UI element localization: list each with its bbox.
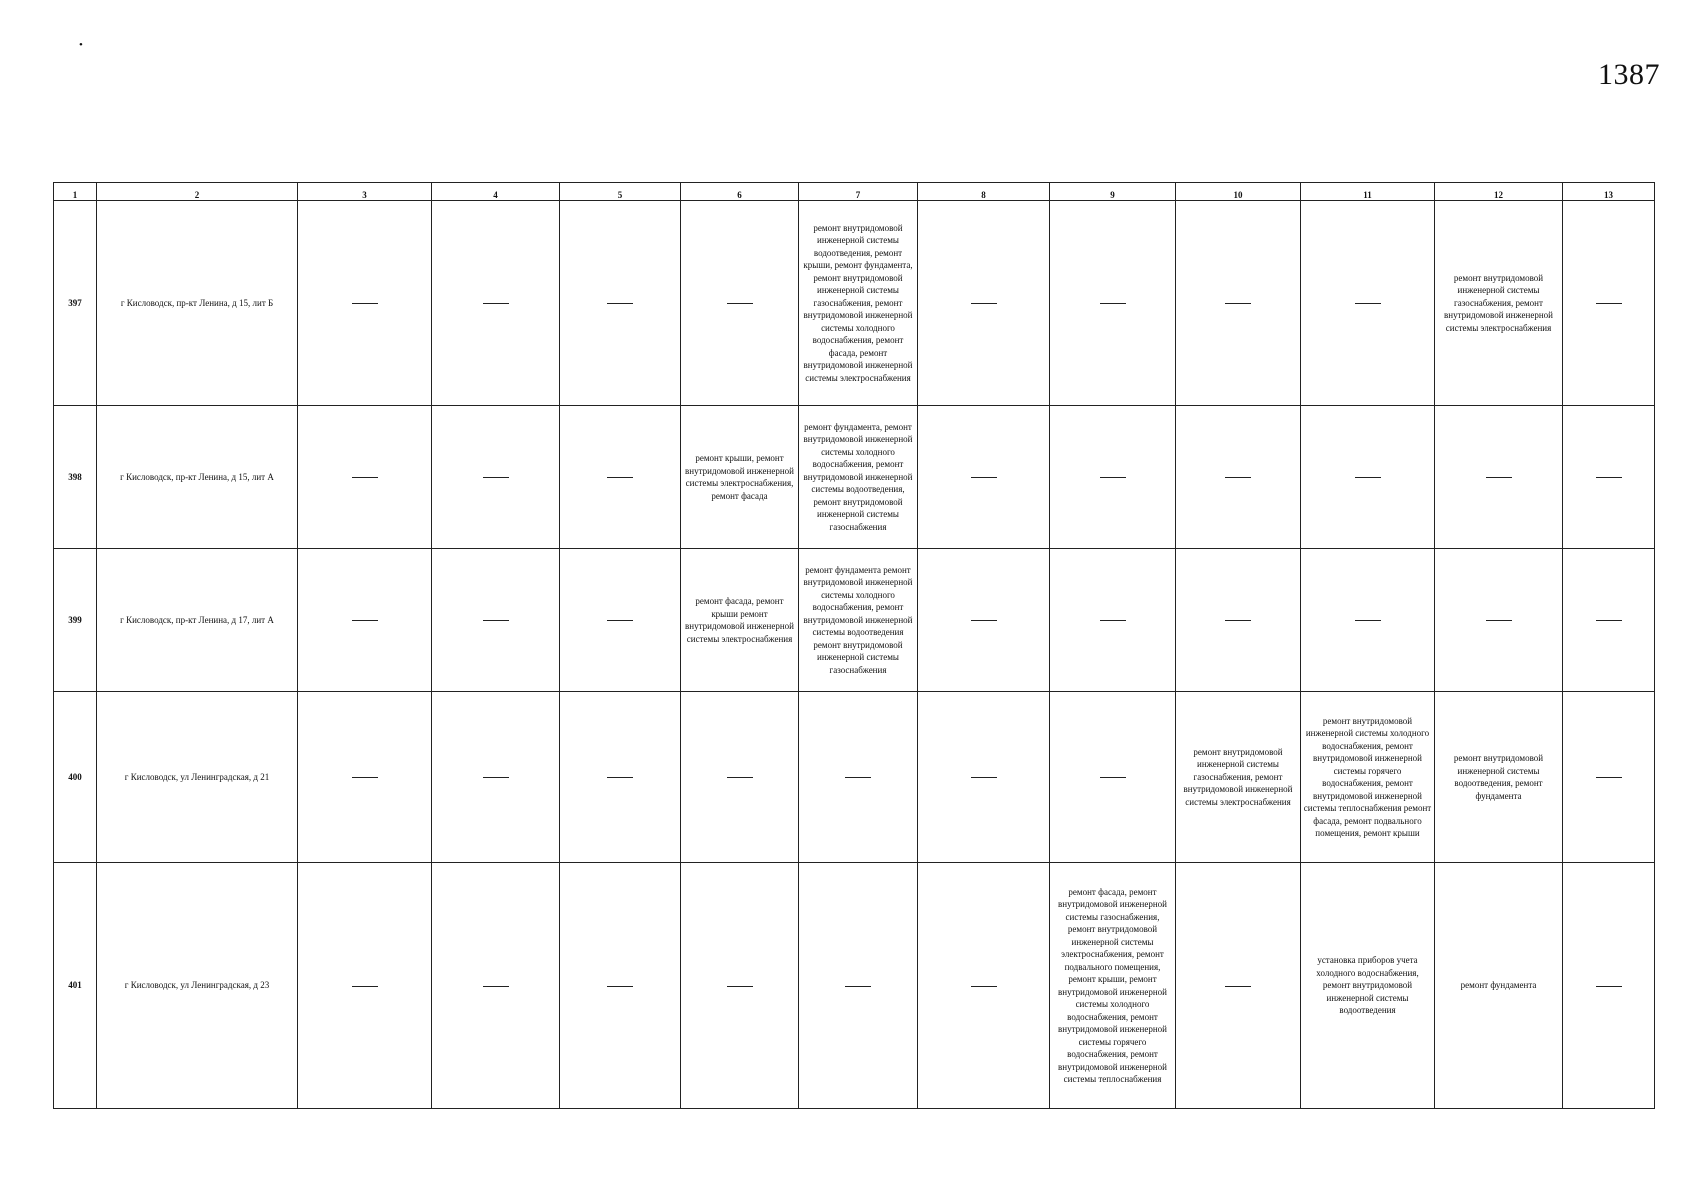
work-description: ремонт фундамента ремонт внутридомовой инженерной системы холодного водоснабжения, ремонт внутридомовой инженерной системы водоотведения ремонт внутридомовой инженерной системы газоснабжения	[803, 564, 913, 675]
work-description: ремонт фундамента, ремонт внутридомовой инженерной системы холодного водоснабжения, ремонт внутридомовой инженерной системы водоотведения, ремонт внутридомовой инженерной системы газоснабжения	[803, 421, 913, 532]
work-cell-col-7	[799, 549, 918, 692]
column-header-13: 13	[1563, 183, 1655, 201]
empty-cell-col-10	[1176, 406, 1301, 549]
table-body	[54, 201, 1655, 1109]
empty-cell-col-8	[918, 863, 1050, 1109]
dash-mark	[1596, 303, 1622, 304]
empty-cell-col-6	[681, 692, 799, 863]
empty-cell-col-5	[560, 692, 681, 863]
empty-cell-col-6	[681, 863, 799, 1109]
empty-cell-col-10	[1176, 201, 1301, 406]
repair-schedule-table	[53, 182, 1655, 1109]
column-header-7: 7	[799, 183, 918, 201]
work-cell-col-12	[1435, 692, 1563, 863]
address-cell: г Кисловодск, пр-кт Ленина, д 17, лит А	[97, 549, 298, 692]
dash-mark	[727, 777, 753, 778]
column-header-12: 12	[1435, 183, 1563, 201]
column-header-2: 2	[97, 183, 298, 201]
dash-mark	[1596, 620, 1622, 621]
dash-mark	[1355, 620, 1381, 621]
empty-cell-col-4	[432, 549, 560, 692]
table-row	[54, 863, 1655, 1109]
empty-cell-col-11	[1301, 201, 1435, 406]
row-number: 398	[54, 406, 97, 549]
work-description: установка приборов учета холодного водоснабжения, ремонт внутридомовой инженерной системы водоотведения	[1316, 955, 1419, 1016]
work-description: ремонт внутридомовой инженерной системы газоснабжения, ремонт внутридомовой инженерной системы электроснабжения	[1444, 272, 1553, 333]
dash-mark	[483, 303, 509, 304]
dash-mark	[1225, 477, 1251, 478]
empty-cell-col-4	[432, 201, 560, 406]
empty-cell-col-3	[298, 863, 432, 1109]
dash-mark	[483, 477, 509, 478]
dash-mark	[1225, 303, 1251, 304]
address-cell: г Кисловодск, пр-кт Ленина, д 15, лит Б	[97, 201, 298, 406]
empty-cell-col-10	[1176, 549, 1301, 692]
empty-cell-col-13	[1563, 549, 1655, 692]
empty-cell-col-11	[1301, 406, 1435, 549]
dash-mark	[352, 986, 378, 987]
dash-mark	[607, 777, 633, 778]
dash-mark	[607, 303, 633, 304]
work-cell-col-12	[1435, 863, 1563, 1109]
dash-mark	[971, 303, 997, 304]
dash-mark	[845, 777, 871, 778]
empty-cell-col-5	[560, 549, 681, 692]
column-header-5: 5	[560, 183, 681, 201]
empty-cell-col-7	[799, 692, 918, 863]
column-header-10: 10	[1176, 183, 1301, 201]
dash-mark	[1225, 620, 1251, 621]
empty-cell-col-3	[298, 549, 432, 692]
address-cell: г Кисловодск, ул Ленинградская, д 23	[97, 863, 298, 1109]
dash-mark	[1486, 477, 1512, 478]
dash-mark	[971, 986, 997, 987]
dash-mark	[483, 986, 509, 987]
work-description: ремонт внутридомовой инженерной системы водоотведения, ремонт фундамента	[1453, 753, 1544, 801]
empty-cell-col-9	[1050, 201, 1176, 406]
dash-mark	[352, 303, 378, 304]
row-number: 400	[54, 692, 97, 863]
empty-cell-col-12	[1435, 549, 1563, 692]
dash-mark	[1596, 777, 1622, 778]
empty-cell-col-3	[298, 201, 432, 406]
empty-cell-col-13	[1563, 406, 1655, 549]
dash-mark	[1486, 620, 1512, 621]
work-description: ремонт внутридомовой инженерной системы холодного водоснабжения, ремонт внутридомовой инженерной системы горячего водоснабжения, ремонт внутридомовой инженерной системы теплоснабжения ремонт фасада, ремонт подвального помещения, ремонт крыши	[1303, 715, 1432, 838]
dash-mark	[607, 986, 633, 987]
column-header-3: 3	[298, 183, 432, 201]
dash-mark	[1100, 477, 1126, 478]
dash-mark	[971, 620, 997, 621]
dash-mark	[1596, 477, 1622, 478]
dash-mark	[1355, 303, 1381, 304]
table-row	[54, 692, 1655, 863]
dash-mark	[971, 777, 997, 778]
work-cell-col-7	[799, 406, 918, 549]
work-cell-col-6	[681, 406, 799, 549]
empty-cell-col-13	[1563, 201, 1655, 406]
column-header-4: 4	[432, 183, 560, 201]
column-header-1: 1	[54, 183, 97, 201]
work-description: ремонт фасада, ремонт крыши ремонт внутридомовой инженерной системы электроснабжения	[685, 596, 794, 644]
dash-mark	[1355, 477, 1381, 478]
address-cell: г Кисловодск, пр-кт Ленина, д 15, лит А	[97, 406, 298, 549]
dash-mark	[483, 620, 509, 621]
table-row	[54, 549, 1655, 692]
dash-mark	[1100, 303, 1126, 304]
work-description: ремонт фундамента	[1460, 980, 1537, 991]
empty-cell-col-9	[1050, 692, 1176, 863]
dash-mark	[727, 303, 753, 304]
table-row	[54, 406, 1655, 549]
empty-cell-col-6	[681, 201, 799, 406]
empty-cell-col-4	[432, 406, 560, 549]
work-cell-col-10	[1176, 692, 1301, 863]
dash-mark	[1100, 620, 1126, 621]
work-description: ремонт внутридомовой инженерной системы водоотведения, ремонт крыши, ремонт фундамента, ремонт внутридомовой инженерной системы газоснабжения, ремонт внутридомовой инженерной системы холодного водоснабжения, ремонт фасада, ремонт внутридомовой инженерной системы электроснабжения	[803, 222, 913, 383]
empty-cell-col-4	[432, 692, 560, 863]
table-row	[54, 201, 1655, 406]
work-description: ремонт внутридомовой инженерной системы газоснабжения, ремонт внутридомовой инженерной системы электроснабжения	[1183, 746, 1293, 807]
column-header-8: 8	[918, 183, 1050, 201]
dash-mark	[727, 986, 753, 987]
dash-mark	[352, 620, 378, 621]
column-header-11: 11	[1301, 183, 1435, 201]
work-description: ремонт фасада, ремонт внутридомовой инженерной системы газоснабжения, ремонт внутридомовой инженерной системы электроснабжения, ремонт подвального помещения, ремонт крыши, ремонт внутридомовой инженерной системы холодного водоснабжения, ремонт внутридомовой инженерной системы горячего водоснабжения, ремонт внутридомовой инженерной системы теплоснабжения	[1058, 886, 1167, 1084]
work-cell-col-6	[681, 549, 799, 692]
empty-cell-col-13	[1563, 863, 1655, 1109]
empty-cell-col-3	[298, 406, 432, 549]
dash-mark	[607, 477, 633, 478]
empty-cell-col-9	[1050, 406, 1176, 549]
empty-cell-col-12	[1435, 406, 1563, 549]
dash-mark	[483, 777, 509, 778]
dash-mark	[845, 986, 871, 987]
column-header-9: 9	[1050, 183, 1176, 201]
empty-cell-col-8	[918, 549, 1050, 692]
empty-cell-col-8	[918, 692, 1050, 863]
dash-mark	[1100, 777, 1126, 778]
work-description: ремонт крыши, ремонт внутридомовой инженерной системы электроснабжения, ремонт фасада	[685, 453, 794, 501]
empty-cell-col-8	[918, 406, 1050, 549]
empty-cell-col-5	[560, 201, 681, 406]
column-number-row	[54, 183, 1655, 201]
dash-mark	[607, 620, 633, 621]
scan-speck: •	[79, 39, 83, 51]
work-cell-col-7	[799, 201, 918, 406]
row-number: 401	[54, 863, 97, 1109]
dash-mark	[352, 777, 378, 778]
dash-mark	[1225, 986, 1251, 987]
empty-cell-col-8	[918, 201, 1050, 406]
empty-cell-col-5	[560, 863, 681, 1109]
work-cell-col-11	[1301, 692, 1435, 863]
dash-mark	[352, 477, 378, 478]
empty-cell-col-3	[298, 692, 432, 863]
row-number: 397	[54, 201, 97, 406]
row-number: 399	[54, 549, 97, 692]
work-cell-col-11	[1301, 863, 1435, 1109]
empty-cell-col-13	[1563, 692, 1655, 863]
work-cell-col-9	[1050, 863, 1176, 1109]
dash-mark	[971, 477, 997, 478]
work-cell-col-12	[1435, 201, 1563, 406]
page-number: 1387	[1598, 58, 1660, 91]
empty-cell-col-4	[432, 863, 560, 1109]
address-cell: г Кисловодск, ул Ленинградская, д 21	[97, 692, 298, 863]
dash-mark	[1596, 986, 1622, 987]
empty-cell-col-11	[1301, 549, 1435, 692]
empty-cell-col-9	[1050, 549, 1176, 692]
column-header-6: 6	[681, 183, 799, 201]
empty-cell-col-7	[799, 863, 918, 1109]
empty-cell-col-10	[1176, 863, 1301, 1109]
empty-cell-col-5	[560, 406, 681, 549]
